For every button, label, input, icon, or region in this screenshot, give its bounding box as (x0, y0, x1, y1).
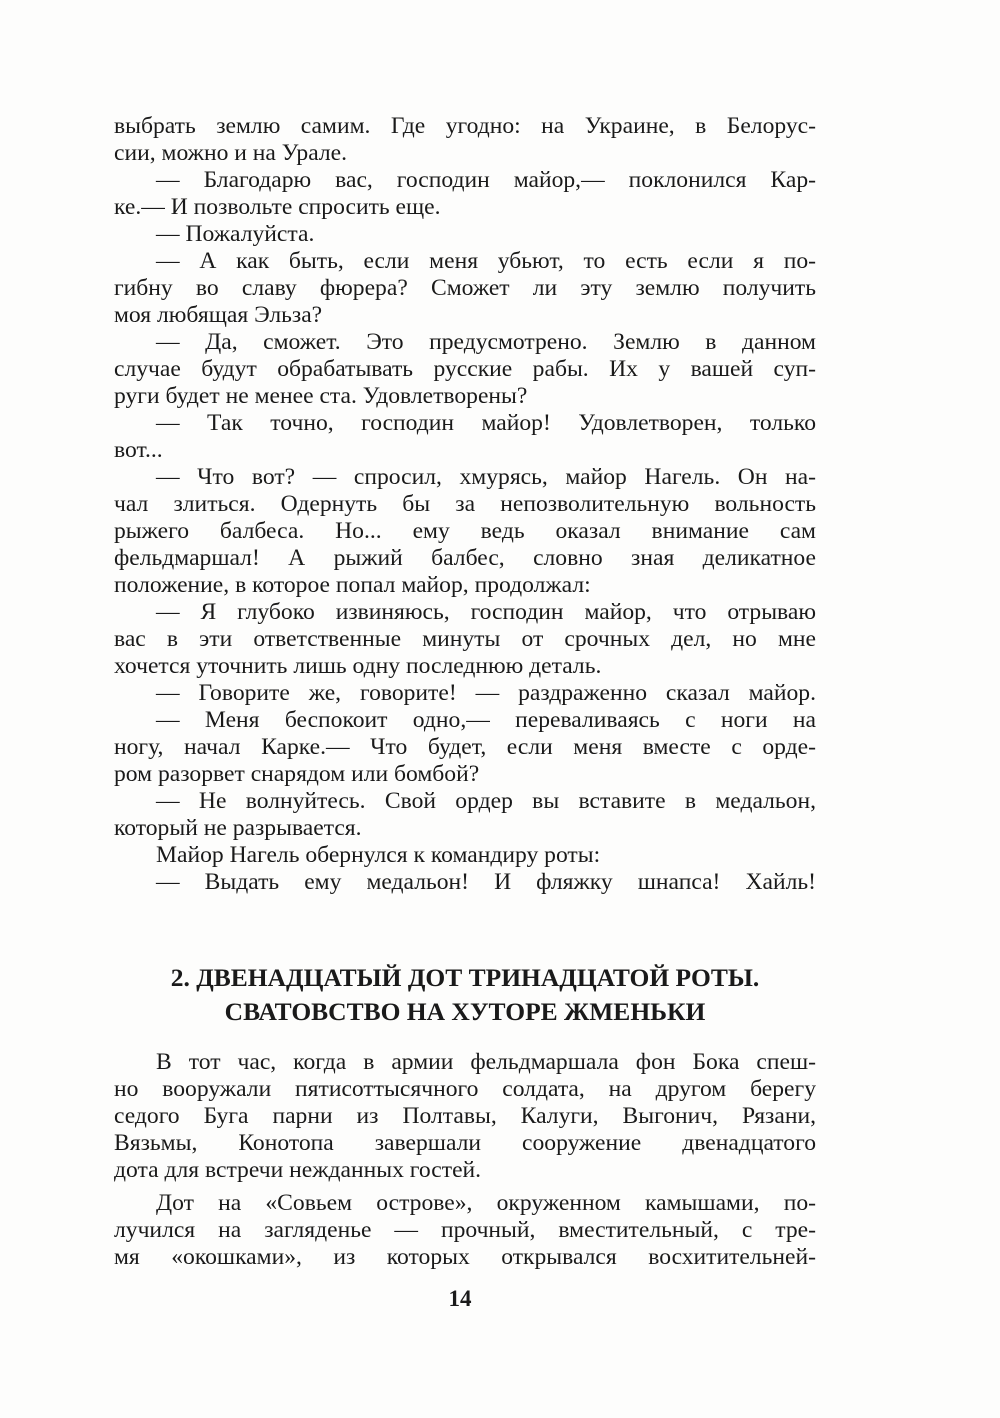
text-line: — Так точно, господин майор! Удовлетворен, только (156, 410, 816, 436)
text-line: гибну во славу фюрера? Сможет ли эту землю получить (114, 275, 816, 301)
text-line: но вооружали пятисоттысячного солдата, на другом берегу (114, 1076, 816, 1102)
text-line: вот... (114, 437, 163, 463)
section-heading: 2. ДВЕНАДЦАТЫЙ ДОТ ТРИНАДЦАТОЙ РОТЫ. (170, 963, 760, 992)
text-line: — А как быть, если меня убьют, то есть если я по- (156, 248, 816, 274)
page-number: 14 (448, 1286, 472, 1311)
text-line: сии, можно и на Урале. (114, 140, 348, 166)
text-line: моя любящая Эльза? (114, 302, 323, 328)
text-line: — Я глубоко извиняюсь, господин майор, что отрываю (156, 599, 816, 625)
text-line: — Да, сможет. Это предусмотрено. Землю в данном (156, 329, 816, 355)
text-line: хочется уточнить лишь одну последнюю деталь. (114, 653, 602, 679)
text-line: — Выдать ему медальон! И фляжку шнапса! Хайль! (156, 869, 816, 895)
text-line: ке.— И позвольте спросить еще. (114, 194, 441, 220)
text-line: который не разрывается. (114, 815, 362, 841)
text-line: Дот на «Совьем острове», окруженном камышами, по- (156, 1190, 816, 1216)
text-line: лучился на загляденье — прочный, вместительный, с тре- (114, 1217, 816, 1243)
text-line: руги будет не менее ста. Удовлетворены? (114, 383, 528, 409)
text-line: — Благодарю вас, господин майор,— поклонился Кар- (156, 167, 816, 193)
text-line: В тот час, когда в армии фельдмаршала фон Бока спеш- (156, 1049, 816, 1075)
text-line: — Пожалуйста. (156, 221, 315, 247)
text-line: случае будут обрабатывать русские рабы. Их у вашей суп- (114, 356, 816, 382)
text-line: — Что вот? — спросил, хмурясь, майор Нагель. Он на- (156, 464, 816, 490)
text-line: положение, в которое попал майор, продолжал: (114, 572, 591, 598)
text-line: чал злиться. Одернуть бы за непозволительную вольность (114, 491, 816, 517)
text-line: ром разорвет снарядом или бомбой? (114, 761, 480, 787)
text-line: Майор Нагель обернулся к командиру роты: (156, 842, 601, 868)
text-line: — Говорите же, говорите! — раздраженно сказал майор. (156, 680, 816, 706)
text-line: ногу, начал Карке.— Что будет, если меня вместе с орде- (114, 734, 816, 760)
text-line: седого Буга парни из Полтавы, Калуги, Выгонич, Рязани, (114, 1103, 816, 1129)
text-line: вас в эти ответственные минуты от срочных дел, но мне (114, 626, 816, 652)
text-line: мя «окошками», из которых открывался восхитительней- (114, 1244, 816, 1270)
text-line: — Не волнуйтесь. Свой ордер вы вставите в медальон, (156, 788, 816, 814)
text-line: фельдмаршал! А рыжий балбес, словно зная деликатное (114, 545, 816, 571)
text-line: — Меня беспокоит одно,— переваливаясь с ноги на (156, 707, 816, 733)
text-line: Вязьмы, Конотопа завершали сооружение двенадцатого (114, 1130, 816, 1156)
text-line: выбрать землю самим. Где угодно: на Украине, в Белорус- (114, 113, 816, 139)
text-line: дота для встречи нежданных гостей. (114, 1157, 482, 1183)
section-heading: СВАТОВСТВО НА ХУТОРЕ ЖМЕНЬКИ (224, 997, 706, 1026)
text-line: рыжего балбеса. Но... ему ведь оказал внимание сам (114, 518, 816, 544)
